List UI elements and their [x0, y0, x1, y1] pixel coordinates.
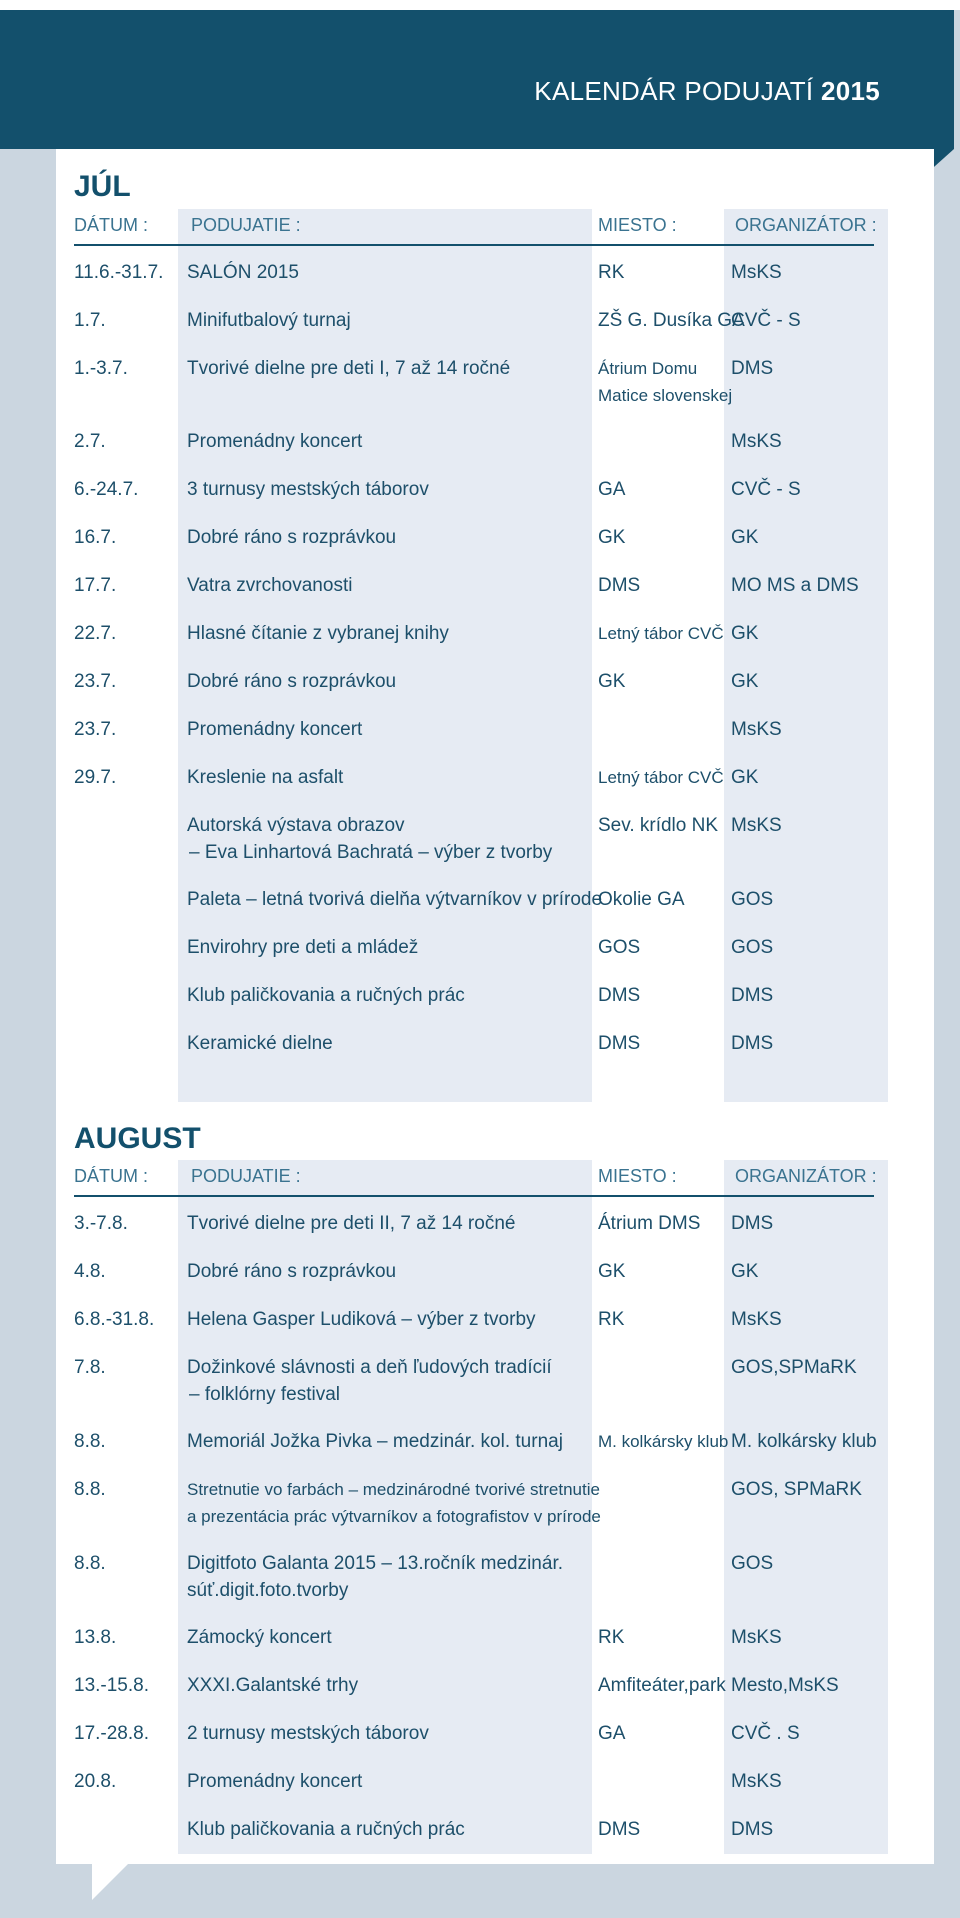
- row-date: 13.-15.8.: [74, 1675, 149, 1696]
- row-event: Envirohry pre deti a mládež: [187, 937, 419, 958]
- row-event: SALÓN 2015: [187, 262, 299, 283]
- row-date: 17.7.: [74, 575, 117, 596]
- row-date: 1.7.: [74, 310, 106, 331]
- row-date: 6.8.-31.8.: [74, 1309, 155, 1330]
- row-organizer: DMS: [731, 358, 774, 379]
- row-organizer: GK: [731, 527, 759, 548]
- column-header-organizer: ORGANIZÁTOR :: [735, 215, 877, 235]
- row-date: 3.-7.8.: [74, 1213, 128, 1234]
- row-place: M. kolkársky klub: [598, 1432, 729, 1451]
- column-header-date: DÁTUM :: [74, 215, 148, 235]
- row-event: 3 turnusy mestských táborov: [187, 479, 429, 500]
- row-organizer: GK: [731, 1261, 759, 1282]
- row-date: 8.8.: [74, 1479, 106, 1500]
- row-date: 1.-3.7.: [74, 358, 128, 379]
- row-place: DMS: [598, 985, 641, 1006]
- row-event: Stretnutie vo farbách – medzinárodné tvorivé stretnutie: [187, 1480, 600, 1499]
- row-organizer: GOS: [731, 937, 774, 958]
- row-event: Dobré ráno s rozprávkou: [187, 1261, 397, 1282]
- row-organizer: M. kolkársky klub: [731, 1431, 877, 1452]
- row-date: 2.7.: [74, 431, 106, 452]
- calendar-title-text: KALENDÁR PODUJATÍ: [534, 76, 814, 106]
- row-place: Matice slovenskej: [598, 386, 733, 405]
- row-event: – folklórny festival: [189, 1384, 341, 1405]
- row-place: Amfiteáter,park: [598, 1675, 726, 1696]
- row-organizer: MO MS a DMS: [731, 575, 859, 596]
- row-place: Letný tábor CVČ: [598, 624, 724, 643]
- row-date: 23.7.: [74, 671, 117, 692]
- row-event: Helena Gasper Ludiková – výber z tvorby: [187, 1309, 536, 1330]
- row-date: 17.-28.8.: [74, 1723, 149, 1744]
- row-organizer: MsKS: [731, 1627, 782, 1648]
- row-place: Átrium DMS: [598, 1213, 701, 1234]
- row-event: Memoriál Jožka Pivka – medzinár. kol. turnaj: [187, 1431, 563, 1452]
- row-event: Klub paličkovania a ručných prác: [187, 1819, 465, 1840]
- row-event: Digitfoto Galanta 2015 – 13.ročník medzinár.: [187, 1553, 564, 1574]
- row-date: 23.7.: [74, 719, 117, 740]
- row-date: 8.8.: [74, 1431, 106, 1452]
- row-place: RK: [598, 262, 625, 283]
- row-organizer: GOS,SPMaRK: [731, 1357, 857, 1378]
- row-organizer: Mesto,MsKS: [731, 1675, 839, 1696]
- row-place: DMS: [598, 1033, 641, 1054]
- july-event-column-shade: [178, 209, 592, 1102]
- row-place: ZŠ G. Dusíka GA: [598, 310, 745, 331]
- calendar-title: [534, 76, 880, 107]
- row-organizer: GK: [731, 623, 759, 644]
- row-date: 22.7.: [74, 623, 117, 644]
- row-place: Okolie GA: [598, 889, 685, 910]
- column-header-place-august: MIESTO :: [598, 1166, 677, 1186]
- row-date: 29.7.: [74, 767, 117, 788]
- row-organizer: CVČ - S: [731, 310, 801, 331]
- row-place: GA: [598, 479, 626, 500]
- corner-fold-bottom: [92, 1864, 128, 1900]
- row-event: Tvorivé dielne pre deti II, 7 až 14 ročné: [187, 1213, 516, 1234]
- row-event: Keramické dielne: [187, 1033, 333, 1054]
- calendar-year: 2015: [820, 76, 880, 106]
- row-place: GK: [598, 1261, 626, 1282]
- row-event: Dožinkové slávnosti a deň ľudových tradícií: [187, 1357, 552, 1378]
- row-event: Dobré ráno s rozprávkou: [187, 671, 397, 692]
- row-event: Tvorivé dielne pre deti I, 7 až 14 ročné: [187, 358, 511, 379]
- row-event: Promenádny koncert: [187, 1771, 363, 1792]
- column-header-event-august: PODUJATIE :: [191, 1166, 301, 1186]
- row-organizer: GOS: [731, 1553, 774, 1574]
- row-place: GOS: [598, 937, 641, 958]
- row-organizer: GOS, SPMaRK: [731, 1479, 862, 1500]
- row-event: Dobré ráno s rozprávkou: [187, 527, 397, 548]
- row-organizer: MsKS: [731, 431, 782, 452]
- row-event: Klub paličkovania a ručných prác: [187, 985, 465, 1006]
- row-event: Vatra zvrchovanosti: [187, 575, 353, 596]
- row-event: a prezentácia prác výtvarníkov a fotografistov v prírode: [187, 1507, 601, 1526]
- row-date: 13.8.: [74, 1627, 117, 1648]
- column-header-date-august: DÁTUM :: [74, 1166, 148, 1186]
- row-organizer: DMS: [731, 1033, 774, 1054]
- row-date: 7.8.: [74, 1357, 106, 1378]
- row-organizer: CVČ - S: [731, 479, 801, 500]
- row-event: Zámocký koncert: [187, 1627, 332, 1648]
- row-event: Kreslenie na asfalt: [187, 767, 344, 788]
- row-date: 11.6.-31.7.: [74, 262, 164, 283]
- header-rule-august: [74, 1195, 874, 1197]
- row-place: Átrium Domu: [598, 359, 698, 378]
- row-date: 8.8.: [74, 1553, 106, 1574]
- row-organizer: GOS: [731, 889, 774, 910]
- row-event: súť.digit.foto.tvorby: [187, 1580, 349, 1601]
- row-place: GK: [598, 527, 626, 548]
- month-title-august: AUGUST: [74, 1122, 201, 1155]
- row-date: 6.-24.7.: [74, 479, 139, 500]
- row-place: GK: [598, 671, 626, 692]
- row-place: DMS: [598, 1819, 641, 1840]
- july-organizer-column-shade: [724, 209, 888, 1102]
- row-event: 2 turnusy mestských táborov: [187, 1723, 429, 1744]
- row-organizer: DMS: [731, 985, 774, 1006]
- column-header-place: MIESTO :: [598, 215, 677, 235]
- row-event: Hlasné čítanie z vybranej knihy: [187, 623, 449, 644]
- row-organizer: MsKS: [731, 815, 782, 836]
- row-event: Promenádny koncert: [187, 431, 363, 452]
- row-event: XXXI.Galantské trhy: [187, 1675, 359, 1696]
- row-place: DMS: [598, 575, 641, 596]
- row-event: Autorská výstava obrazov: [187, 815, 405, 836]
- row-place: RK: [598, 1627, 625, 1648]
- header-rule-july: [74, 244, 874, 246]
- row-event: Paleta – letná tvorivá dielňa výtvarníkov v prírode: [187, 889, 603, 910]
- row-organizer: DMS: [731, 1213, 774, 1234]
- row-organizer: DMS: [731, 1819, 774, 1840]
- row-date: 4.8.: [74, 1261, 106, 1282]
- row-date: 20.8.: [74, 1771, 117, 1792]
- row-place: Sev. krídlo NK: [598, 815, 719, 836]
- row-organizer: MsKS: [731, 1309, 782, 1330]
- row-event: – Eva Linhartová Bachratá – výber z tvorby: [189, 842, 553, 863]
- column-header-event: PODUJATIE :: [191, 215, 301, 235]
- column-header-organizer-august: ORGANIZÁTOR :: [735, 1166, 877, 1186]
- row-organizer: MsKS: [731, 719, 782, 740]
- row-event: Minifutbalový turnaj: [187, 310, 351, 331]
- row-organizer: GK: [731, 671, 759, 692]
- row-place: RK: [598, 1309, 625, 1330]
- row-organizer: GK: [731, 767, 759, 788]
- row-organizer: MsKS: [731, 262, 782, 283]
- row-date: 16.7.: [74, 527, 117, 548]
- row-organizer: MsKS: [731, 1771, 782, 1792]
- row-place: Letný tábor CVČ: [598, 768, 724, 787]
- row-organizer: CVČ . S: [731, 1723, 800, 1744]
- row-event: Promenádny koncert: [187, 719, 363, 740]
- row-place: GA: [598, 1723, 626, 1744]
- month-title-july: JÚL: [74, 170, 131, 203]
